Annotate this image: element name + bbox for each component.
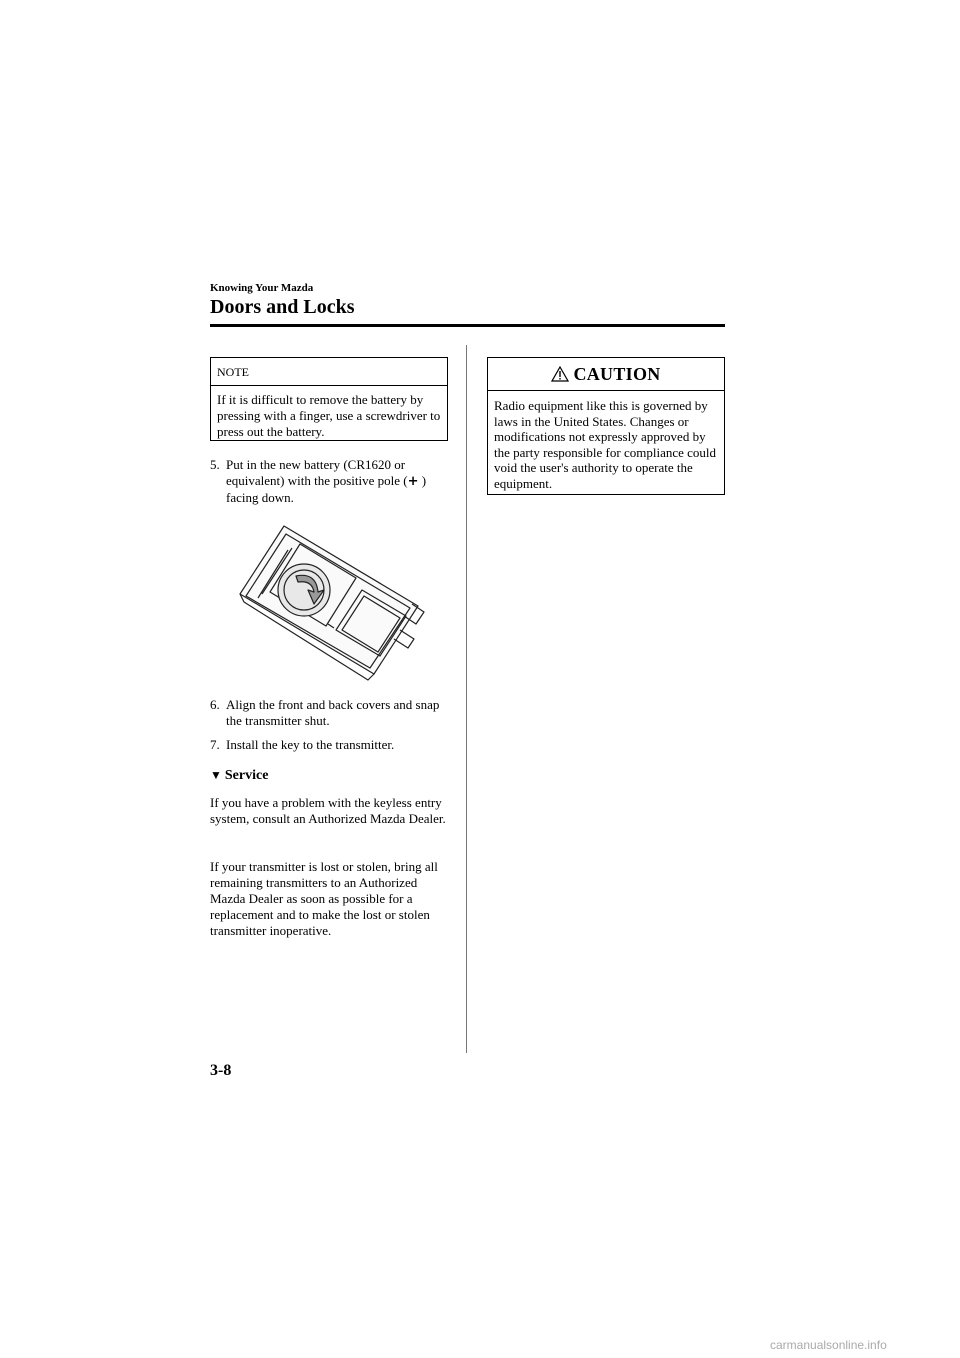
section-label: Knowing Your Mazda (210, 282, 314, 294)
step-text: Align the front and back covers and snap the transmitter shut. (226, 697, 440, 728)
step-6 (210, 697, 450, 729)
service-paragraph-1: If you have a problem with the keyless entry system, consult an Authorized Mazda Dealer. (210, 795, 446, 826)
column-divider (466, 345, 467, 1053)
service-paragraph-2: If your transmitter is lost or stolen, bring all remaining transmitters to an Authorized Mazda Dealer as soon as possible for a replacement and to make the lost or stolen transmitter inoperative. (210, 859, 438, 938)
caution-body: Radio equipment like this is governed by laws in the United States. Changes or modifications not expressly approved by the party responsible for compliance could void the user's authority to operate the equipment. (494, 398, 717, 491)
note-body: If it is difficult to remove the battery by pressing with a finger, use a screwdriver to press out the battery. (217, 392, 441, 439)
title-rule (210, 324, 725, 327)
service-heading (210, 768, 268, 784)
note-box (210, 357, 448, 441)
battery-installation-illustration (238, 520, 426, 690)
step-number: 6. (210, 697, 220, 712)
warning-triangle-icon (551, 366, 569, 382)
watermark: carmanualsonline.info (770, 1338, 887, 1352)
caution-header (488, 358, 724, 390)
note-heading: NOTE (217, 365, 249, 379)
step-5 (210, 457, 450, 506)
step-text: Install the key to the transmitter. (226, 737, 395, 752)
caution-box (487, 357, 725, 495)
step-text-after: ) facing down. (226, 473, 427, 505)
step-7 (210, 737, 450, 753)
page-number: 3-8 (210, 1062, 232, 1079)
triangle-down-icon: ▼ (210, 768, 222, 782)
plus-icon: + (407, 474, 419, 489)
service-heading-text: Service (224, 768, 269, 783)
page-title: Doors and Locks (210, 296, 355, 318)
step-number: 7. (210, 737, 220, 752)
step-text: Put in the new battery (CR1620 or equivalent) with the positive pole ( (226, 457, 408, 488)
step-number: 5. (210, 457, 220, 472)
caution-heading: CAUTION (573, 363, 661, 384)
